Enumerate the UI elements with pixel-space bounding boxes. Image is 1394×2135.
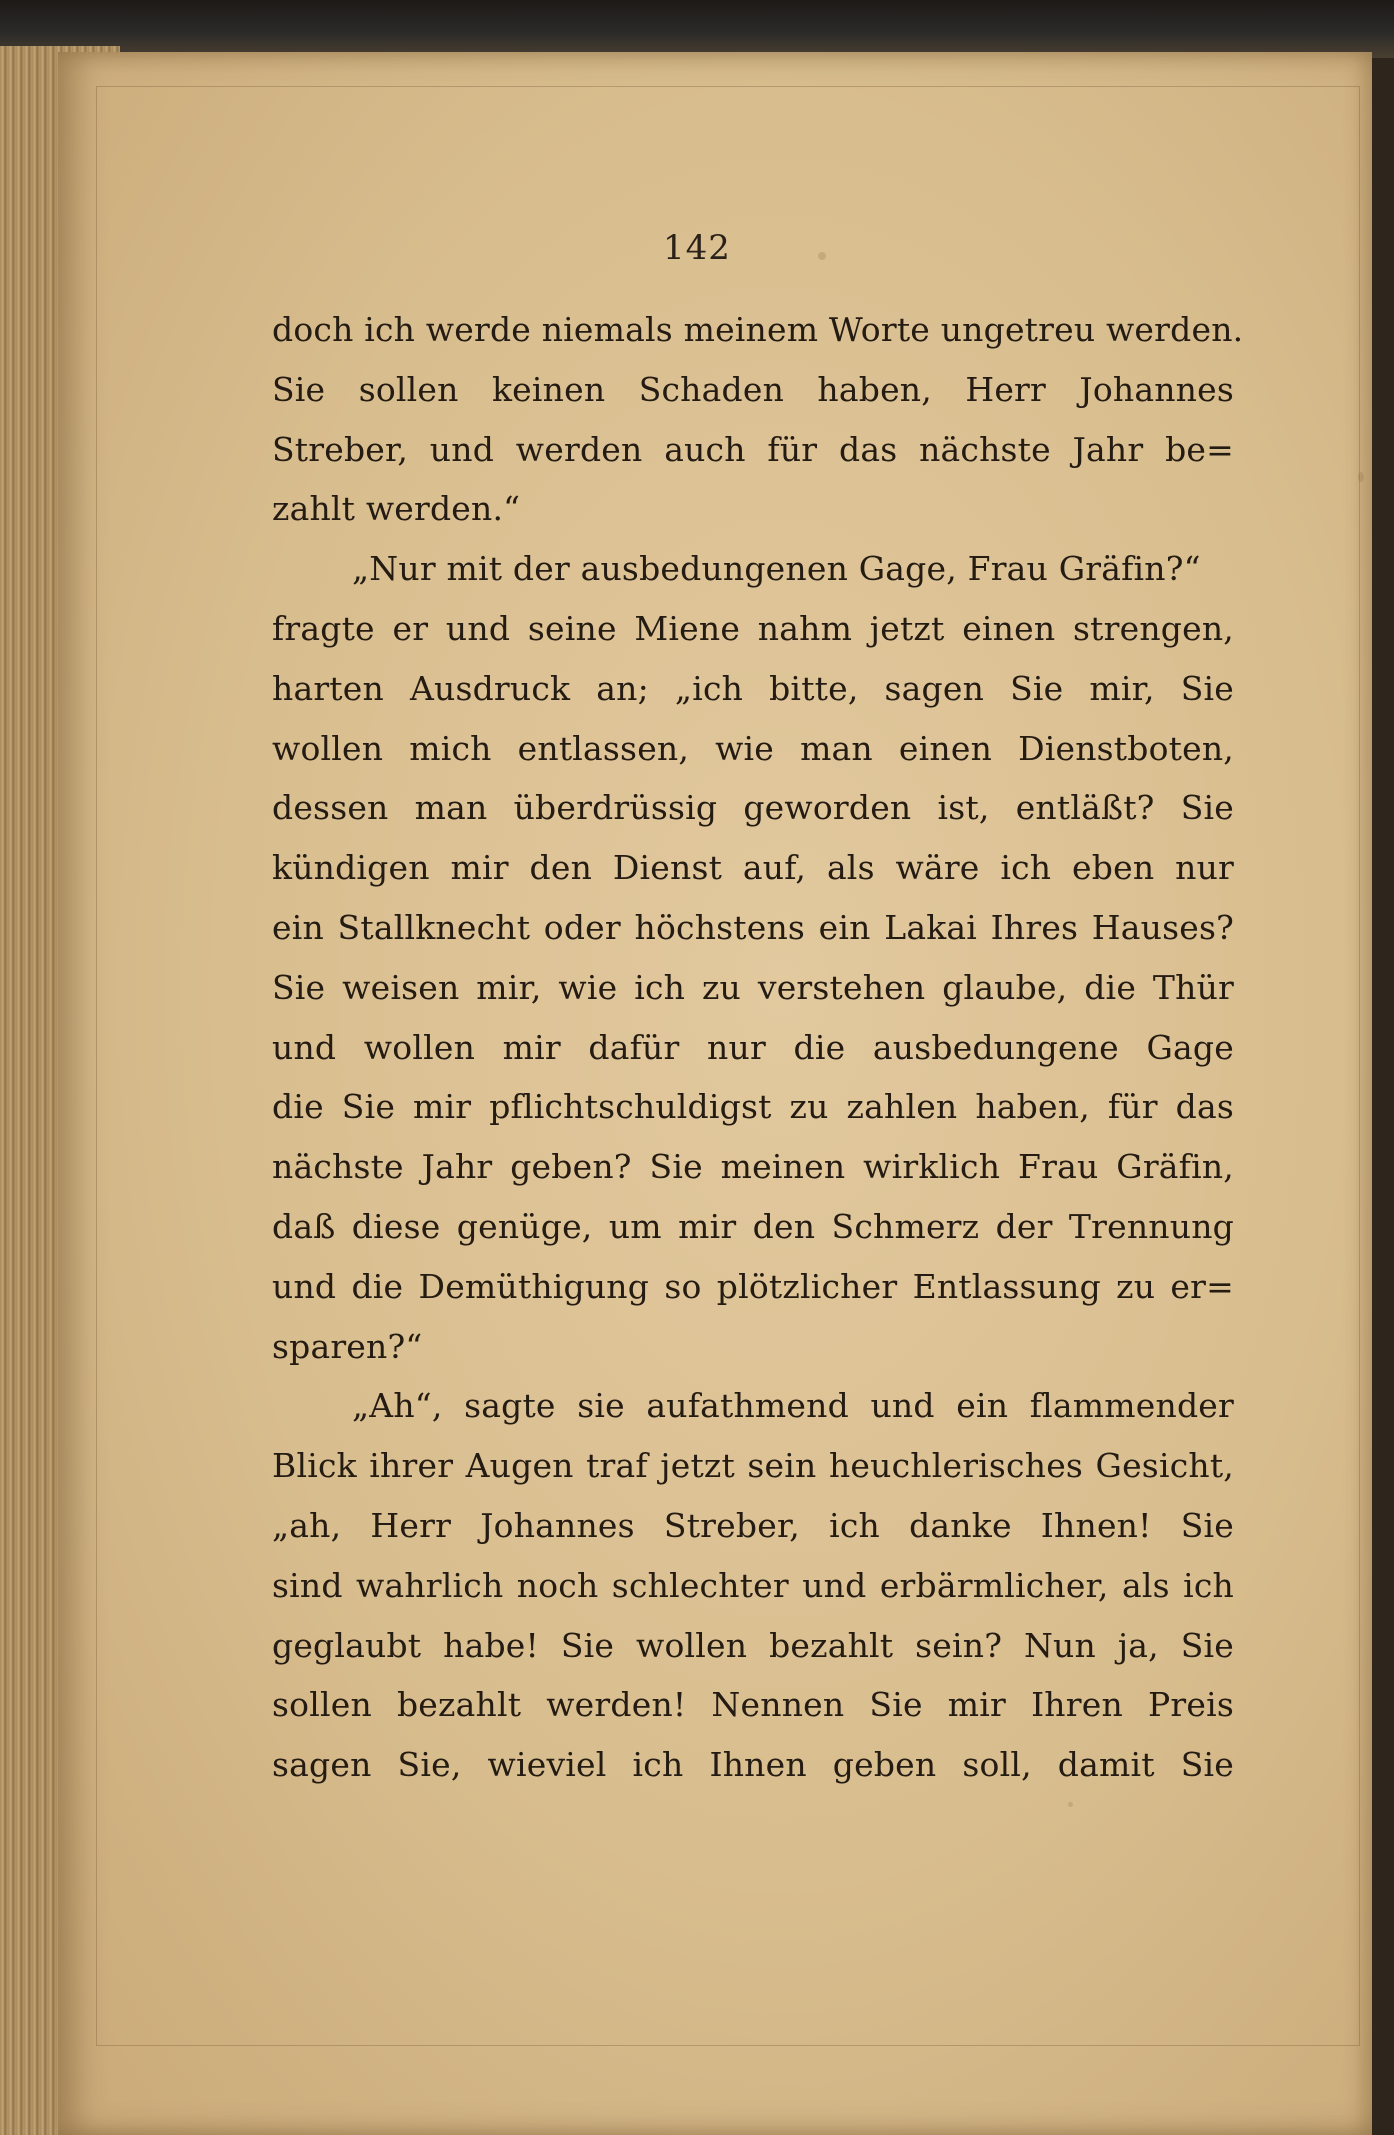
body-text bbox=[272, 300, 1244, 1795]
text-line: zahlt werden.“ bbox=[272, 489, 521, 529]
text-line: sparen?“ bbox=[272, 1326, 423, 1366]
text-line: und die Demüthigung so plötzlicher Entlassung zu er= bbox=[272, 1266, 1234, 1306]
text-line: ein Stallknecht oder höchstens ein Lakai Ihres Hauses? bbox=[272, 907, 1234, 947]
text-line: sollen bezahlt werden! Nennen Sie mir Ihren Preis bbox=[272, 1685, 1234, 1725]
book-top-edge bbox=[0, 0, 1394, 58]
text-line: dessen man überdrüssig geworden ist, entläßt? Sie bbox=[272, 788, 1234, 828]
text-line: doch ich werde niemals meinem Worte ungetreu werden. bbox=[272, 310, 1244, 349]
page-number: 142 bbox=[663, 228, 731, 268]
text-line: harten Ausdruck an; „ich bitte, sagen Sie mir, Sie bbox=[272, 668, 1234, 708]
text-line: sind wahrlich noch schlechter und erbärmlicher, als ich bbox=[272, 1565, 1234, 1605]
text-line: „Ah“, sagte sie aufathmend und ein flammender bbox=[352, 1386, 1234, 1426]
text-line: daß diese genüge, um mir den Schmerz der Trennung bbox=[272, 1206, 1234, 1246]
text-line: sagen Sie, wieviel ich Ihnen geben soll, damit Sie bbox=[272, 1745, 1234, 1785]
text-line: Sie weisen mir, wie ich zu verstehen glaube, die Thür bbox=[272, 967, 1234, 1007]
text-line: Sie sollen keinen Schaden haben, Herr Johannes bbox=[272, 369, 1234, 409]
text-line: Blick ihrer Augen traf jetzt sein heuchlerisches Gesicht, bbox=[272, 1446, 1234, 1486]
text-line: Streber, und werden auch für das nächste Jahr be= bbox=[272, 429, 1234, 469]
text-line: „Nur mit der ausbedungenen Gage, Frau Gräfin?“ bbox=[352, 549, 1201, 589]
text-line: kündigen mir den Dienst auf, als wäre ich eben nur bbox=[272, 848, 1234, 888]
text-line: fragte er und seine Miene nahm jetzt einen strengen, bbox=[272, 608, 1234, 648]
text-line: wollen mich entlassen, wie man einen Dienstboten, bbox=[272, 728, 1234, 768]
text-line: nächste Jahr geben? Sie meinen wirklich Frau Gräfin, bbox=[272, 1147, 1234, 1187]
text-line: geglaubt habe! Sie wollen bezahlt sein? Nun ja, Sie bbox=[272, 1625, 1234, 1665]
text-line: die Sie mir pflichtschuldigst zu zahlen haben, für das bbox=[272, 1087, 1234, 1127]
text-line: und wollen mir dafür nur die ausbedungene Gage bbox=[272, 1027, 1234, 1067]
text-line: „ah, Herr Johannes Streber, ich danke Ihnen! Sie bbox=[272, 1505, 1234, 1545]
